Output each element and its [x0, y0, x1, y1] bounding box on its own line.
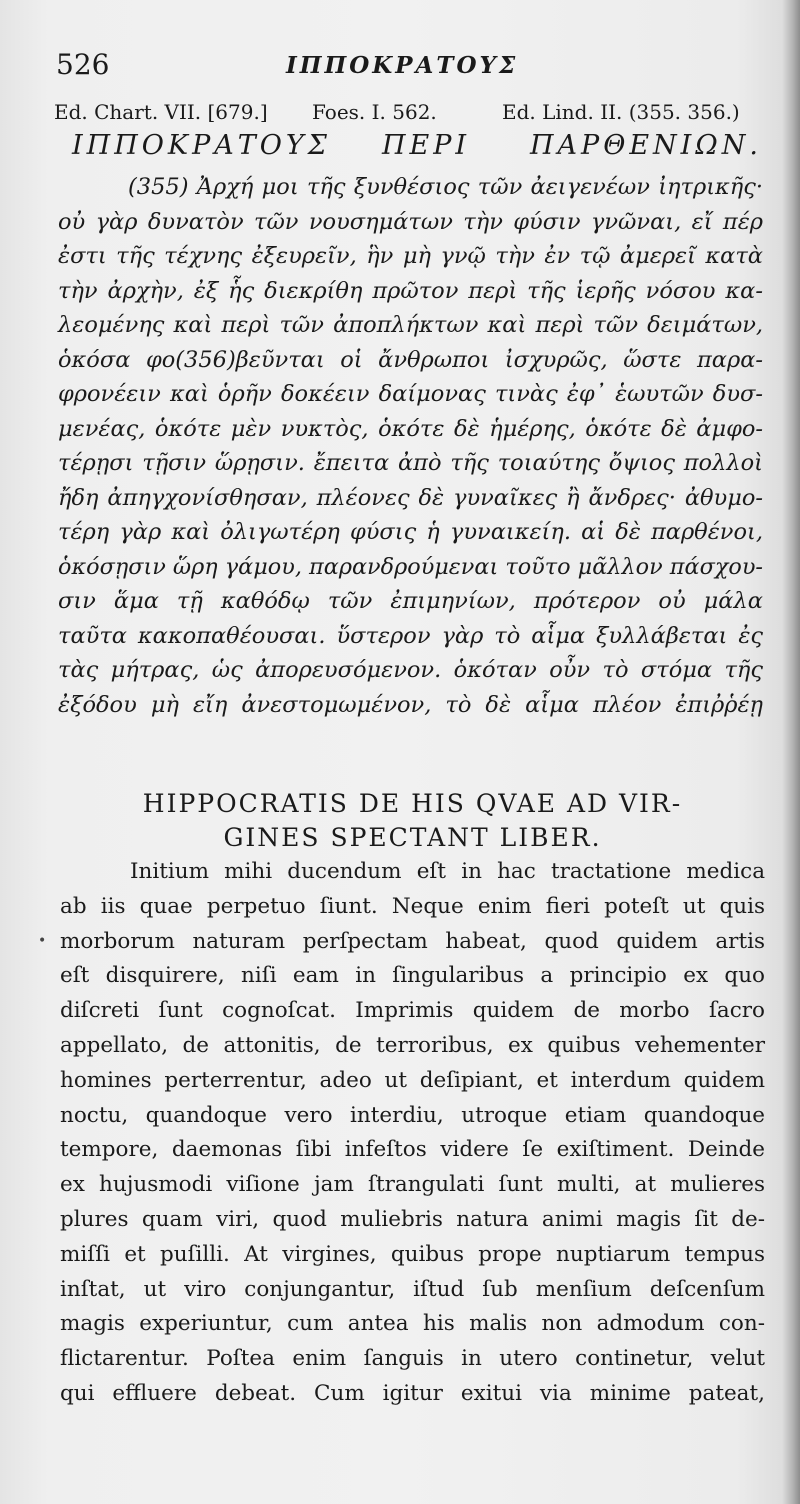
greek-line: τὰς μήτρας, ὡς ἀπορευσόμενον. ὁκόταν οὖν τὸ στόμα τῆς — [58, 657, 763, 683]
latin-line: noctu, quandoque vero interdiu, utroque etiam quandoque — [60, 1102, 766, 1128]
page-gutter-shadow — [782, 0, 800, 1504]
latin-line: eſt disquirere, niſi eam in ſingularibus a principio ex quo — [60, 963, 765, 989]
greek-line: φρονέειν καὶ ὁρῆν δοκέειν δαίμονας τινὰς ἐφ᾽ ἑωυτῶν δυσ- — [58, 381, 763, 407]
edition-lind: Ed. Lind. II. (355. 356.) — [502, 100, 740, 124]
latin-title-line: HIPPOCRATIS DE HIS QVAE AD VIR- — [142, 789, 683, 818]
latin-text — [60, 855, 765, 1412]
greek-line: ταῦτα κακοπαθέουσαι. ὕστερον γὰρ τὸ αἷμα ξυλλάβεται ἐς — [58, 622, 764, 649]
latin-line: homines perterrentur, adeo ut deſipiant, et interdum quidem — [60, 1067, 765, 1093]
greek-text — [58, 170, 763, 722]
latin-line: morborum naturam perſpectam habeat, quod quidem artis — [60, 928, 766, 954]
greek-line: μενέας, ὁκότε μὲν νυκτὸς, ὁκότε δὲ ἡμέρης, ὁκότε δὲ ἀμφο- — [58, 415, 764, 442]
greek-line: οὐ γὰρ δυνατὸν τῶν νουσημάτων τὴν φύσιν γνῶναι, εἴ πέρ — [58, 208, 764, 235]
latin-line: ex hujusmodi viſione jam ſtrangulati ſunt multi, at mulieres — [60, 1172, 766, 1198]
running-head — [56, 48, 756, 88]
latin-line: tempore, daemonas ſibi infeſtos videre ſe exiſtiment. Deinde — [60, 1137, 766, 1163]
greek-line: λεομένης καὶ περὶ τῶν ἀποπλήκτων καὶ περὶ τῶν δειμάτων, — [58, 312, 764, 338]
greek-line: σιν ἅμα τῇ καθόδῳ τῶν ἐπιμηνίων, πρότερον οὐ μάλα — [58, 588, 763, 614]
greek-line: (355) Ἀρχή μοι τῆς ξυνθέσιος τῶν ἀειγενέων ἰητρικῆς· — [128, 174, 764, 200]
greek-line: τέρη γὰρ καὶ ὀλιγωτέρη φύσις ἡ γυναικείη. αἱ δὲ παρθένοι, — [58, 519, 763, 545]
latin-line: flictarentur. Poſtea enim ſanguis in utero continetur, velut — [60, 1346, 765, 1372]
greek-title-word-1: ΙΠΠΟΚΡΑΤΟΥΣ — [72, 130, 331, 161]
latin-line: plures quam viri, quod muliebris natura animi magis ſit de- — [60, 1206, 766, 1232]
edition-chart: Ed. Chart. VII. [679.] — [54, 100, 268, 124]
latin-title — [60, 787, 765, 855]
greek-line: τὴν ἀρχὴν, ἐξ ἧς διεκρίθη πρῶτον περὶ τῆς ἱερῆς νόσου κα- — [58, 277, 763, 304]
latin-line: inſtat, ut viro conjungantur, iſtud ſub menſium deſcenſum — [60, 1276, 766, 1302]
latin-line: magis experiuntur, cum antea his malis non admodum con- — [60, 1311, 765, 1337]
margin-mark: • — [38, 933, 47, 949]
latin-line: Initium mihi ducendum eſt in hac tractatione medica — [130, 859, 766, 884]
latin-line: diſcreti ſunt cognoſcat. Imprimis quidem de morbo ſacro — [60, 998, 765, 1024]
running-title: ΙΠΠΟΚΡΑΤΟΥΣ — [286, 52, 519, 79]
greek-line: ἤδη ἀπηγχονίσθησαν, πλέονες δὲ γυναῖκες ἢ ἄνδρες· ἀθυμο- — [58, 484, 764, 511]
greek-line: ἐστι τῆς τέχνης ἐξευρεῖν, ἣν μὴ γνῷ τὴν ἐν τῷ ἀμερεῖ κατὰ — [58, 243, 764, 269]
latin-line: qui effluere debeat. Cum igitur exitui via minime pateat, — [60, 1380, 765, 1406]
page-number: 526 — [56, 48, 110, 81]
greek-line: ὁκόσῃσιν ὥρη γάμου, παρανδρούμεναι τοῦτο μᾶλλον πάσχου- — [58, 553, 763, 580]
greek-line: τέρῃσι τῇσιν ὥρῃσιν. ἔπειτα ἀπὸ τῆς τοιαύτης ὄψιος πολλοὶ — [58, 450, 763, 476]
latin-line: ab iis quae perpetuo ſiunt. Neque enim fieri poteſt ut quis — [60, 893, 766, 919]
edition-foes: Foes. I. 562. — [312, 100, 437, 124]
latin-line: miſſi et puſilli. At virgines, quibus prope nuptiarum tempus — [60, 1241, 765, 1267]
latin-line: appellato, de attonitis, de terroribus, ex quibus vehementer — [60, 1032, 766, 1058]
greek-title-word-2: ΠΕΡΙ — [382, 130, 471, 161]
greek-title-word-3: ΠΑΡΘΕΝΙΩΝ. — [530, 130, 762, 161]
latin-title-line: GINES SPECTANT LIBER. — [223, 823, 602, 852]
greek-line: ὁκόσα φο(356)βεῦνται οἱ ἄνθρωποι ἰσχυρῶς, ὥστε παρα- — [58, 346, 763, 373]
greek-line: ἐξόδου μὴ εἴη ἀνεστομωμένον, τὸ δὲ αἷμα πλέον ἐπιῤῥέῃ — [58, 691, 764, 718]
